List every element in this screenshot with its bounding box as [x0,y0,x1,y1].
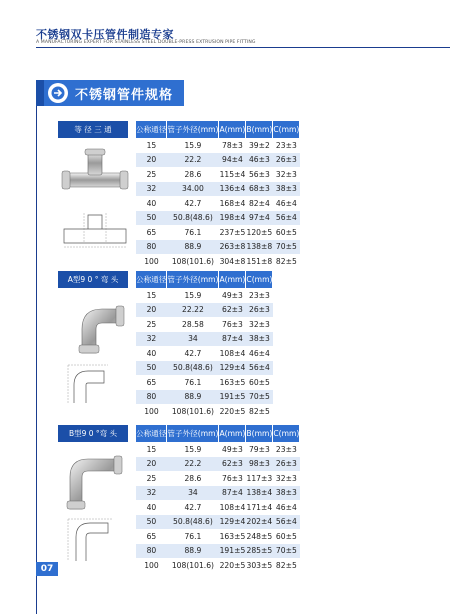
table-cell: 88.9 [167,544,219,559]
table-row [136,375,273,390]
page-number: 07 [36,562,58,576]
table-cell: 129±4 [219,515,246,530]
section-banner [36,80,184,106]
table-cell: 46±3 [246,153,273,168]
elbow-b-fitting-icon [60,449,130,511]
table-cell: 65 [146,531,157,541]
header-title: 不锈钢双卡压管件制造专家 [36,28,174,41]
col-header: B(mm) [246,425,273,442]
table-cell: 88.9 [167,240,219,255]
table-cell: 108±4 [219,502,246,512]
table-cell: 15 [146,290,157,300]
table-cell: 138±4 [246,486,273,501]
table-cell: 304±8 [219,256,246,266]
table-cell: 120±5 [246,227,273,237]
table-cell: 65 [146,227,157,237]
table-cell: 28.6 [184,169,202,179]
col-header: 公称通径 [136,121,167,138]
table-cell: 151±8 [246,256,273,266]
col-header: A(mm) [219,425,246,442]
table-cell: 38±3 [273,486,300,501]
table-cell: 32 [136,332,167,347]
table-cell: 108(101.6) [171,256,215,266]
table-cell: 39±2 [248,140,270,150]
table-row [136,404,273,419]
table-cell: 138±8 [246,240,273,255]
table-cell: 108(101.6) [171,406,215,416]
table-row [136,225,300,240]
table-cell: 68±3 [246,182,273,197]
table-row [136,544,300,559]
table-cell: 38±3 [246,332,273,347]
table-cell: 100 [144,406,159,416]
table-cell: 94±4 [219,153,246,168]
block-title: B型9 0 °弯 头 [58,425,128,442]
table-cell: 28.6 [184,473,202,483]
table-cell: 60±5 [248,377,270,387]
table-cell: 82±5 [248,406,270,416]
table-cell: 26±3 [273,153,300,168]
table-cell: 82±5 [275,560,297,570]
table-cell: 100 [144,560,159,570]
col-header: 管子外径(mm) [167,425,219,442]
table-cell: 32 [136,182,167,197]
table-cell: 136±4 [219,182,246,197]
table-row [136,254,300,269]
table-cell: 23±3 [275,444,297,454]
table-cell: 70±5 [273,544,300,559]
table-cell: 40 [146,502,157,512]
table-cell: 46±4 [275,502,297,512]
margin-rule [36,100,37,614]
table-row [136,317,273,332]
table-cell: 28.58 [182,319,204,329]
table-cell: 78±3 [222,140,243,150]
table-cell: 237±5 [219,227,246,237]
table-cell: 32 [136,486,167,501]
table-cell: 50 [136,211,167,226]
table-row [136,500,300,515]
table-cell: 22.2 [167,457,219,472]
table-cell: 202±4 [246,515,273,530]
table-row [136,442,300,457]
table-cell: 23±3 [248,290,270,300]
table-cell: 50 [136,515,167,530]
table-cell: 129±4 [219,361,246,376]
table-cell: 70±5 [246,390,273,405]
header-rule [36,47,450,48]
table-cell: 303±5 [246,560,273,570]
table-cell: 15 [146,444,157,454]
table-row [136,138,300,153]
table-cell: 76±3 [222,473,243,483]
header-subtitle: A MANUFACTURING EXPERT FOR STAINLESS STEEL DOUBLE-PRESS EXTRUSION PIPE FITTING [36,40,256,45]
table-cell: 20 [136,303,167,318]
table-cell: 198±4 [219,211,246,226]
table-cell: 50.8(48.6) [167,361,219,376]
table-cell: 32±3 [275,169,297,179]
table-cell: 50 [136,361,167,376]
table-cell: 46±4 [248,348,270,358]
table-cell: 49±3 [222,290,243,300]
table-cell: 108(101.6) [171,560,215,570]
table-row [136,361,273,376]
table-cell: 87±4 [219,486,246,501]
table-cell: 42.7 [184,348,202,358]
table-cell: 98±3 [246,457,273,472]
table-cell: 82±5 [275,256,297,266]
block-title: 等 径 三 通 [58,121,128,138]
table-cell: 62±3 [219,303,246,318]
table-cell: 76.1 [184,377,202,387]
table-cell: 263±8 [219,240,246,255]
elbow-a-drawing-icon [60,363,130,405]
table-cell: 117±3 [246,473,273,483]
table-cell: 42.7 [184,198,202,208]
table-cell: 15.9 [184,444,202,454]
table-cell: 50.8(48.6) [167,211,219,226]
elbow-a-fitting-icon [60,299,130,355]
table-cell: 22.22 [167,303,219,318]
col-header: C(mm) [246,271,273,288]
table-cell: 26±3 [273,457,300,472]
table-row [136,558,300,573]
col-header: 公称通径 [136,425,167,442]
elbow-b-drawing-icon [60,517,130,563]
table-row [136,196,300,211]
table-cell: 25 [146,169,157,179]
table-cell: 87±4 [219,332,246,347]
table-cell: 20 [136,153,167,168]
col-header: 管子外径(mm) [167,271,219,288]
table-cell: 220±5 [219,406,246,416]
table-cell: 115±4 [219,169,246,179]
table-cell: 163±5 [219,531,246,541]
table-row [136,153,300,168]
table-cell: 76.1 [184,531,202,541]
col-header: 管子外径(mm) [167,121,219,138]
tee-drawing-icon [60,211,130,251]
table-cell: 285±5 [246,544,273,559]
table-row [136,288,273,303]
table-cell: 15.9 [184,290,202,300]
table-cell: 80 [136,544,167,559]
table-cell: 82±4 [248,198,270,208]
table-cell: 46±4 [275,198,297,208]
block-title: A型9 0 ° 弯 头 [58,271,128,288]
table-cell: 88.9 [167,390,219,405]
table-cell: 26±3 [246,303,273,318]
table-cell: 23±3 [275,140,297,150]
table-cell: 34 [167,332,219,347]
table-cell: 56±4 [246,361,273,376]
table-cell: 40 [146,348,157,358]
table-cell: 56±4 [273,211,300,226]
table-row [136,390,273,405]
table-row [136,529,300,544]
table-cell: 25 [146,319,157,329]
table-cell: 220±5 [219,560,246,570]
table-cell: 100 [144,256,159,266]
table-cell: 76.1 [184,227,202,237]
col-header: A(mm) [219,271,246,288]
table-row [136,332,273,347]
table-cell: 32±3 [248,319,270,329]
spec-table [136,121,300,269]
spec-table [136,425,300,573]
table-cell: 62±3 [219,457,246,472]
table-row [136,346,273,361]
table-row [136,182,300,197]
table-cell: 108±4 [219,348,246,358]
arrow-icon [48,83,68,103]
spec-table [136,271,273,419]
table-row [136,167,300,182]
table-cell: 191±5 [219,544,246,559]
table-cell: 38±3 [273,182,300,197]
table-cell: 191±5 [219,390,246,405]
table-cell: 34.00 [167,182,219,197]
table-cell: 70±5 [273,240,300,255]
table-cell: 60±5 [275,531,297,541]
table-cell: 97±4 [246,211,273,226]
table-row [136,457,300,472]
table-cell: 15.9 [184,140,202,150]
table-cell: 34 [167,486,219,501]
table-cell: 80 [136,240,167,255]
table-cell: 49±3 [222,444,243,454]
table-cell: 60±5 [275,227,297,237]
section-title: 不锈钢管件规格 [75,87,174,103]
table-cell: 22.2 [167,153,219,168]
table-row [136,211,300,226]
col-header: C(mm) [273,425,300,442]
table-cell: 56±4 [273,515,300,530]
table-cell: 50.8(48.6) [167,515,219,530]
table-cell: 40 [146,198,157,208]
table-cell: 248±5 [246,531,273,541]
table-row [136,471,300,486]
table-cell: 56±3 [248,169,270,179]
table-cell: 80 [136,390,167,405]
table-cell: 15 [146,140,157,150]
table-row [136,515,300,530]
table-cell: 25 [146,473,157,483]
table-cell: 168±4 [219,198,246,208]
table-cell: 171±4 [246,502,273,512]
table-cell: 65 [146,377,157,387]
table-cell: 42.7 [184,502,202,512]
table-cell: 32±3 [275,473,297,483]
table-row [136,486,300,501]
col-header: C(mm) [273,121,300,138]
tee-fitting-icon [60,147,130,199]
table-cell: 76±3 [222,319,243,329]
col-header: 公称通径 [136,271,167,288]
col-header: B(mm) [246,121,273,138]
table-row [136,303,273,318]
table-cell: 20 [136,457,167,472]
table-cell: 163±5 [219,377,246,387]
table-row [136,240,300,255]
table-cell: 79±3 [248,444,270,454]
col-header: A(mm) [219,121,246,138]
